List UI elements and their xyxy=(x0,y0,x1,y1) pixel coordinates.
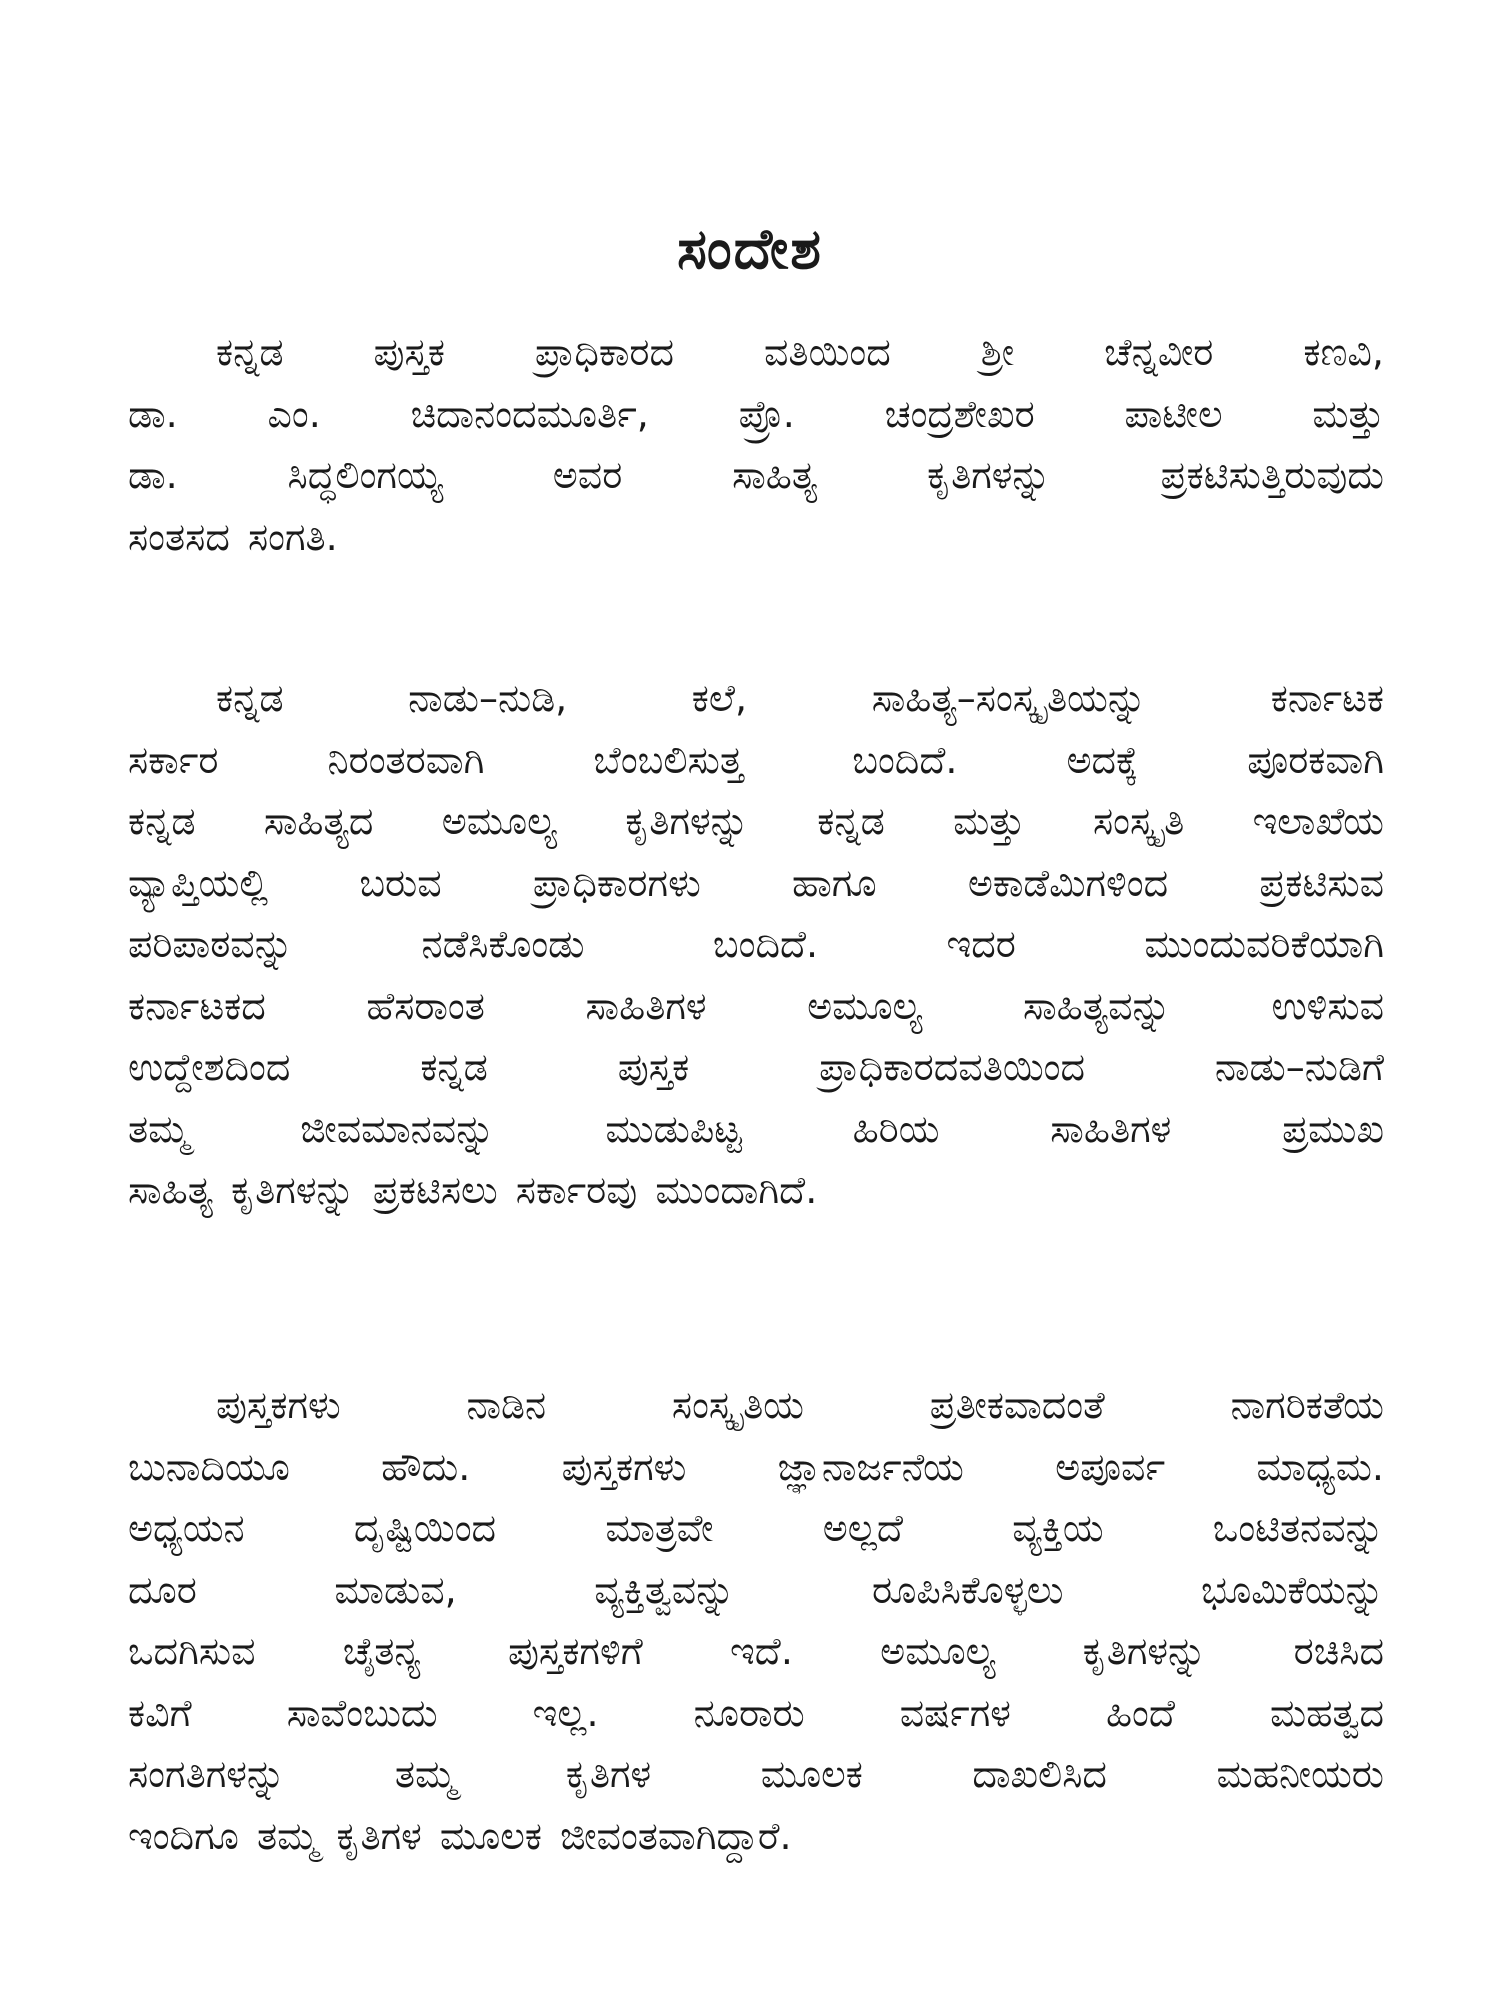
text-line: ಕನ್ನಡ ಸಾಹಿತ್ಯದ ಅಮೂಲ್ಯ ಕೃತಿಗಳನ್ನು ಕನ್ನಡ ಮತ್ತು ಸಂಸ್ಕೃತಿ ಇಲಾಖೆಯ xyxy=(128,799,1384,843)
text-line: ತಮ್ಮ ಜೀವಮಾನವನ್ನು ಮುಡುಪಿಟ್ಟ ಹಿರಿಯ ಸಾಹಿತಿಗಳ ಪ್ರಮುಖ xyxy=(128,1106,1384,1151)
text-line: ಪುಸ್ತಕಗಳು ನಾಡಿನ ಸಂಸ್ಕೃತಿಯ ಪ್ರತೀಕವಾದಂತೆ ನಾಗರಿಕತೆಯ xyxy=(216,1383,1384,1427)
paragraph-1 xyxy=(128,322,1384,568)
text-line: ಬುನಾದಿಯೂ ಹೌದು. ಪುಸ್ತಕಗಳು ಜ್ಞಾನಾರ್ಜನೆಯ ಅಪೂರ್ವ ಮಾಧ್ಯಮ. xyxy=(128,1444,1384,1489)
page-title: ಸಂದೇಶ xyxy=(677,217,823,282)
text-line: ಕವಿಗೆ ಸಾವೆಂಬುದು ಇಲ್ಲ. ನೂರಾರು ವರ್ಷಗಳ ಹಿಂದೆ ಮಹತ್ವದ xyxy=(128,1690,1384,1735)
text-line: ಕನ್ನಡ ನಾಡು–ನುಡಿ, ಕಲೆ, ಸಾಹಿತ್ಯ–ಸಂಸ್ಕೃತಿಯನ್ನು ಕರ್ನಾಟಕ xyxy=(216,676,1384,720)
text-line: ಅಧ್ಯಯನ ದೃಷ್ಟಿಯಿಂದ ಮಾತ್ರವೇ ಅಲ್ಲದೆ ವ್ಯಕ್ತಿಯ ಒಂಟಿತನವನ್ನು xyxy=(128,1506,1384,1550)
paragraph-2 xyxy=(128,668,1384,1222)
text-line: ವ್ಯಾಪ್ತಿಯಲ್ಲಿ ಬರುವ ಪ್ರಾಧಿಕಾರಗಳು ಹಾಗೂ ಅಕಾಡೆಮಿಗಳಿಂದ ಪ್ರಕಟಿಸುವ xyxy=(128,860,1384,905)
text-line: ಕನ್ನಡ ಪುಸ್ತಕ ಪ್ರಾಧಿಕಾರದ ವತಿಯಿಂದ ಶ್ರೀ ಚೆನ್ನವೀರ ಕಣವಿ, xyxy=(216,330,1384,374)
text-line: ಡಾ. ಎಂ. ಚಿದಾನಂದಮೂರ್ತಿ, ಪ್ರೊ. ಚಂದ್ರಶೇಖರ ಪಾಟೀಲ ಮತ್ತು xyxy=(128,391,1384,436)
text-line: ಸರ್ಕಾರ ನಿರಂತರವಾಗಿ ಬೆಂಬಲಿಸುತ್ತ ಬಂದಿದೆ. ಅದಕ್ಕೆ ಪೂರಕವಾಗಿ xyxy=(128,737,1384,782)
text-line: ಇಂದಿಗೂ ತಮ್ಮ ಕೃತಿಗಳ ಮೂಲಕ ಜೀವಂತವಾಗಿದ್ದಾರೆ. xyxy=(128,1813,792,1858)
text-line: ಪರಿಪಾಠವನ್ನು ನಡೆಸಿಕೊಂಡು ಬಂದಿದೆ. ಇದರ ಮುಂದುವರಿಕೆಯಾಗಿ xyxy=(128,922,1384,966)
text-line: ಸಾಹಿತ್ಯ ಕೃತಿಗಳನ್ನು ಪ್ರಕಟಿಸಲು ಸರ್ಕಾರವು ಮುಂದಾಗಿದೆ. xyxy=(128,1168,818,1212)
text-line: ಸಂತಸದ ಸಂಗತಿ. xyxy=(128,514,338,559)
body-text xyxy=(128,668,1384,1256)
text-line: ದೂರ ಮಾಡುವ, ವ್ಯಕ್ತಿತ್ವವನ್ನು ರೂಪಿಸಿಕೊಳ್ಳಲು ಭೂಮಿಕೆಯನ್ನು xyxy=(128,1567,1384,1612)
text-line: ಕರ್ನಾಟಕದ ಹೆಸರಾಂತ ಸಾಹಿತಿಗಳ ಅಮೂಲ್ಯ ಸಾಹಿತ್ಯವನ್ನು ಉಳಿಸುವ xyxy=(128,983,1384,1028)
text-line: ಸಂಗತಿಗಳನ್ನು ತಮ್ಮ ಕೃತಿಗಳ ಮೂಲಕ ದಾಖಲಿಸಿದ ಮಹನೀಯರು xyxy=(128,1752,1384,1796)
body-text xyxy=(128,322,1384,602)
text-line: ಡಾ. ಸಿದ್ಧಲಿಂಗಯ್ಯ ಅವರ ಸಾಹಿತ್ಯ ಕೃತಿಗಳನ್ನು ಪ್ರಕಟಿಸುತ್ತಿರುವುದು xyxy=(128,453,1384,497)
body-text xyxy=(128,1375,1384,1901)
text-line: ಉದ್ದೇಶದಿಂದ ಕನ್ನಡ ಪುಸ್ತಕ ಪ್ರಾಧಿಕಾರದವತಿಯಿಂದ ನಾಡು–ನುಡಿಗೆ xyxy=(128,1045,1384,1089)
text-line: ಒದಗಿಸುವ ಚೈತನ್ಯ ಪುಸ್ತಕಗಳಿಗೆ ಇದೆ. ಅಮೂಲ್ಯ ಕೃತಿಗಳನ್ನು ರಚಿಸಿದ xyxy=(128,1629,1384,1673)
paragraph-3 xyxy=(128,1375,1384,1867)
